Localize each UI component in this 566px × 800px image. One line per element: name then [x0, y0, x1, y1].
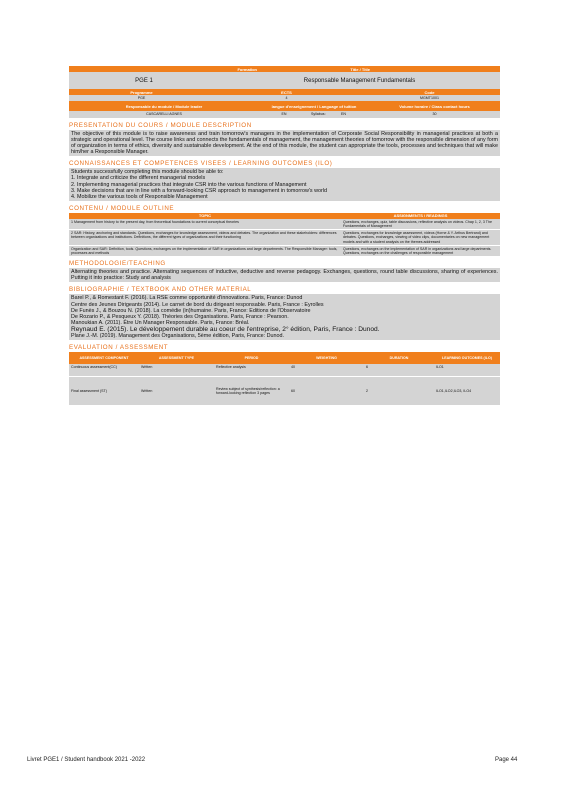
methodology-text: Alternating theories and practice. Alternating sequences of inductive, deductive and reverse pedagogy. Exchanges, questions, round table discussions, sharing of experiences. Putting it into practice: Study and analysis	[71, 269, 498, 282]
weighting-cell: 40	[291, 365, 295, 370]
assignment-cell: Questions, exchanges for knowledge assessment, videos (Horne & Y. Arthus Bertrand) and debates. Questions, exchanges, viewing of video clips, documentaries on new management models and with a student analysis on the themes addressed	[343, 231, 490, 244]
bibliography-item: Barel P., & Romestant F. (2016). La RSE comme opportunité d'innovations. Paris, France: Dunod	[71, 295, 303, 302]
weighting-cell: 60	[291, 389, 295, 394]
table-row	[69, 230, 500, 246]
period-cell: Review subject of synthesis/reflection: a forward-looking reflection 3 pages	[216, 387, 280, 396]
duration-column-header: DURATION	[389, 356, 409, 361]
syllabus-value: EN	[341, 112, 346, 117]
weighting-column-header: WEIGHTING	[316, 356, 337, 361]
table-row	[69, 364, 500, 377]
outcomes-box	[69, 168, 500, 200]
responsible-values-row	[69, 111, 500, 118]
code-label: Code	[424, 89, 435, 95]
bibliography-item: Reynaud E. (2015). Le développement durable au coeur de l'entreprise, 2° édition, Paris, France : Dunod.	[71, 325, 380, 333]
bibliography-item: De Rozario P., & Pesqueux Y. (2018). Théories des Organisations. Paris, France : Pearson.	[71, 313, 289, 320]
program-title-row	[69, 72, 500, 89]
language-label: langue d'enseignement / Language of tuition	[271, 103, 357, 109]
topic-cell: Organization and SAR: Definition, tools. Questions, exchanges on the implementation of SAR in organizations and large departments. The Responsible Manager: tools, processes and methods	[71, 246, 338, 256]
topic-column-header: TOPIC	[198, 213, 212, 219]
formation-label: Formation	[237, 66, 257, 72]
assignment-cell: Questions, exchanges, quiz, table discussions, reflective analysis on videos. Chap 1, 2, 3 The Fundamentals of Management	[343, 219, 492, 229]
responsible-value: CASCARELLI AGNES	[146, 112, 182, 117]
bibliography-item: Plane J.-M. (2019). Management des Organisations, 5ème édition, Paris, France: Dunod.	[71, 333, 285, 340]
bibliography-item: Manoukian A. (2011). Être Un Manager Responsable. Paris, France: Bréal.	[71, 319, 250, 326]
assignment-cell: Questions, exchanges on the implementation of SAR in organizations and large departments. Questions, exchanges on the challenges of responsible management	[343, 246, 492, 256]
hours-value: 30	[432, 112, 437, 117]
assignments-column-header: ASSIGNMENTS / READINGS	[393, 213, 448, 219]
title-label: Title / Title	[350, 66, 370, 72]
code-value: MGMT1001	[420, 95, 439, 100]
footer-page-number: Page 44	[495, 757, 518, 763]
footer-handbook-label: Livret PGE1 / Student handbook 2021 -2022	[27, 757, 146, 763]
outcome-item: 3. Make decisions that are in line with a forward-looking CSR approach to management in tomorrow's world	[71, 187, 328, 194]
topic-cell: 2 SAR: History, anchoring and standards. Questions, exchanges for knowledge assessment, videos and debates. The organization and these stakeholders: differences between organizations and institutions. Definitions, the different types of organizations and their functioning	[71, 231, 337, 240]
bibliography-box	[69, 294, 500, 340]
component-cell: Continuous assessment(CC)	[71, 365, 117, 370]
programme-label: Programme	[130, 89, 153, 95]
table-row	[69, 219, 500, 230]
ilo-cell: ILO1	[436, 365, 444, 370]
outcomes-intro: Students successfully completing this module should be able to:	[71, 169, 224, 176]
outcome-item: 4. Mobilize the various tools of Responsible Management	[71, 193, 208, 200]
ilo-column-header: LEARNING OUTCOMES (ILO)	[442, 356, 492, 361]
content-table-body	[69, 219, 500, 256]
evaluation-heading: EVALUATION / ASSESSMENT	[69, 344, 169, 352]
programme-value: PGE	[137, 95, 146, 100]
outcomes-heading: CONNAISSANCES ET COMPETENCES VISEES / LEARNING OUTCOMES (ILO)	[69, 160, 333, 168]
component-cell: Final assessment (ST)	[71, 389, 107, 394]
duration-cell: 6	[366, 365, 368, 370]
methodology-heading: METHODOLOGIE/TEACHING	[69, 260, 166, 268]
type-column-header: ASSESSMENT TYPE	[158, 356, 195, 361]
duration-cell: 2	[366, 389, 368, 394]
program-name: PGE 1	[135, 77, 153, 84]
programme-header-row	[69, 89, 500, 95]
ilo-cell: ILO1,ILO2,ILO3, ILO4	[436, 389, 472, 394]
period-cell: Reflective analysis	[216, 365, 246, 370]
ects-value: 4	[285, 95, 288, 100]
topic-cell: 1 Management from history to the present day, from theoretical foundations to current conceptual theories	[71, 219, 239, 224]
outcome-item: 1. Integrate and criticize the different managerial models	[71, 175, 206, 182]
table-row	[69, 377, 500, 405]
module-title: Responsable Management Fundamentals	[303, 77, 416, 84]
type-cell: Written	[141, 365, 153, 370]
content-table-header	[69, 213, 500, 219]
syllabus-label: Syllabus:	[311, 112, 326, 117]
bibliography-heading: BIBLIOGRAPHIE / TEXTBOOK AND OTHER MATERIAL	[69, 286, 252, 294]
component-column-header: ASSESSMENT COMPONENT	[79, 356, 129, 361]
ects-label: ECTS	[281, 89, 292, 95]
responsible-header-row	[69, 101, 500, 111]
bibliography-item: De Funès J., & Bouzou N. (2018). La comédie (in)humaine. Paris, France: Editions de l'Observatoire	[71, 307, 311, 314]
responsible-label: Responsable du module / Module leader	[125, 103, 203, 109]
period-column-header: PERIOD	[244, 356, 259, 361]
outcome-item: 2. Implementing managerial practices that integrate CSR into the various functions of Management	[71, 181, 307, 188]
table-row	[69, 246, 500, 256]
bibliography-item: Centre des Jeunes Dirigeants (2014). Le carnet de bord du dirigeant responsable. Paris, France : Eyrolles	[71, 301, 324, 308]
hours-label: Volume horaire / Class contact hours	[399, 103, 470, 109]
formation-header-row	[69, 66, 500, 72]
presentation-text: The objective of this module is to raise awareness and train tomorrow's managers in the implementation of Corporate Social Responsibility in managerial practices at both a strategic and operational level. The course links and connects the fundamentals of management, the management theories of tomorrow with the responsible dimension of any form of organization in terms of ethics, diversity and sustainable development. At the end of this module, the student can appropriate the tools, processes and techniques that will make him/her a Responsible Manager.	[71, 131, 498, 156]
presentation-heading: PRESENTATION DU COURS / MODULE DESCRIPTION	[69, 122, 252, 129]
type-cell: Written	[141, 389, 153, 394]
evaluation-table-header	[69, 352, 500, 364]
language-value: EN	[281, 112, 287, 117]
content-heading: CONTENU / MODULE OUTLINE	[69, 204, 175, 212]
module-sheet	[69, 66, 500, 405]
evaluation-table-body	[69, 364, 500, 405]
